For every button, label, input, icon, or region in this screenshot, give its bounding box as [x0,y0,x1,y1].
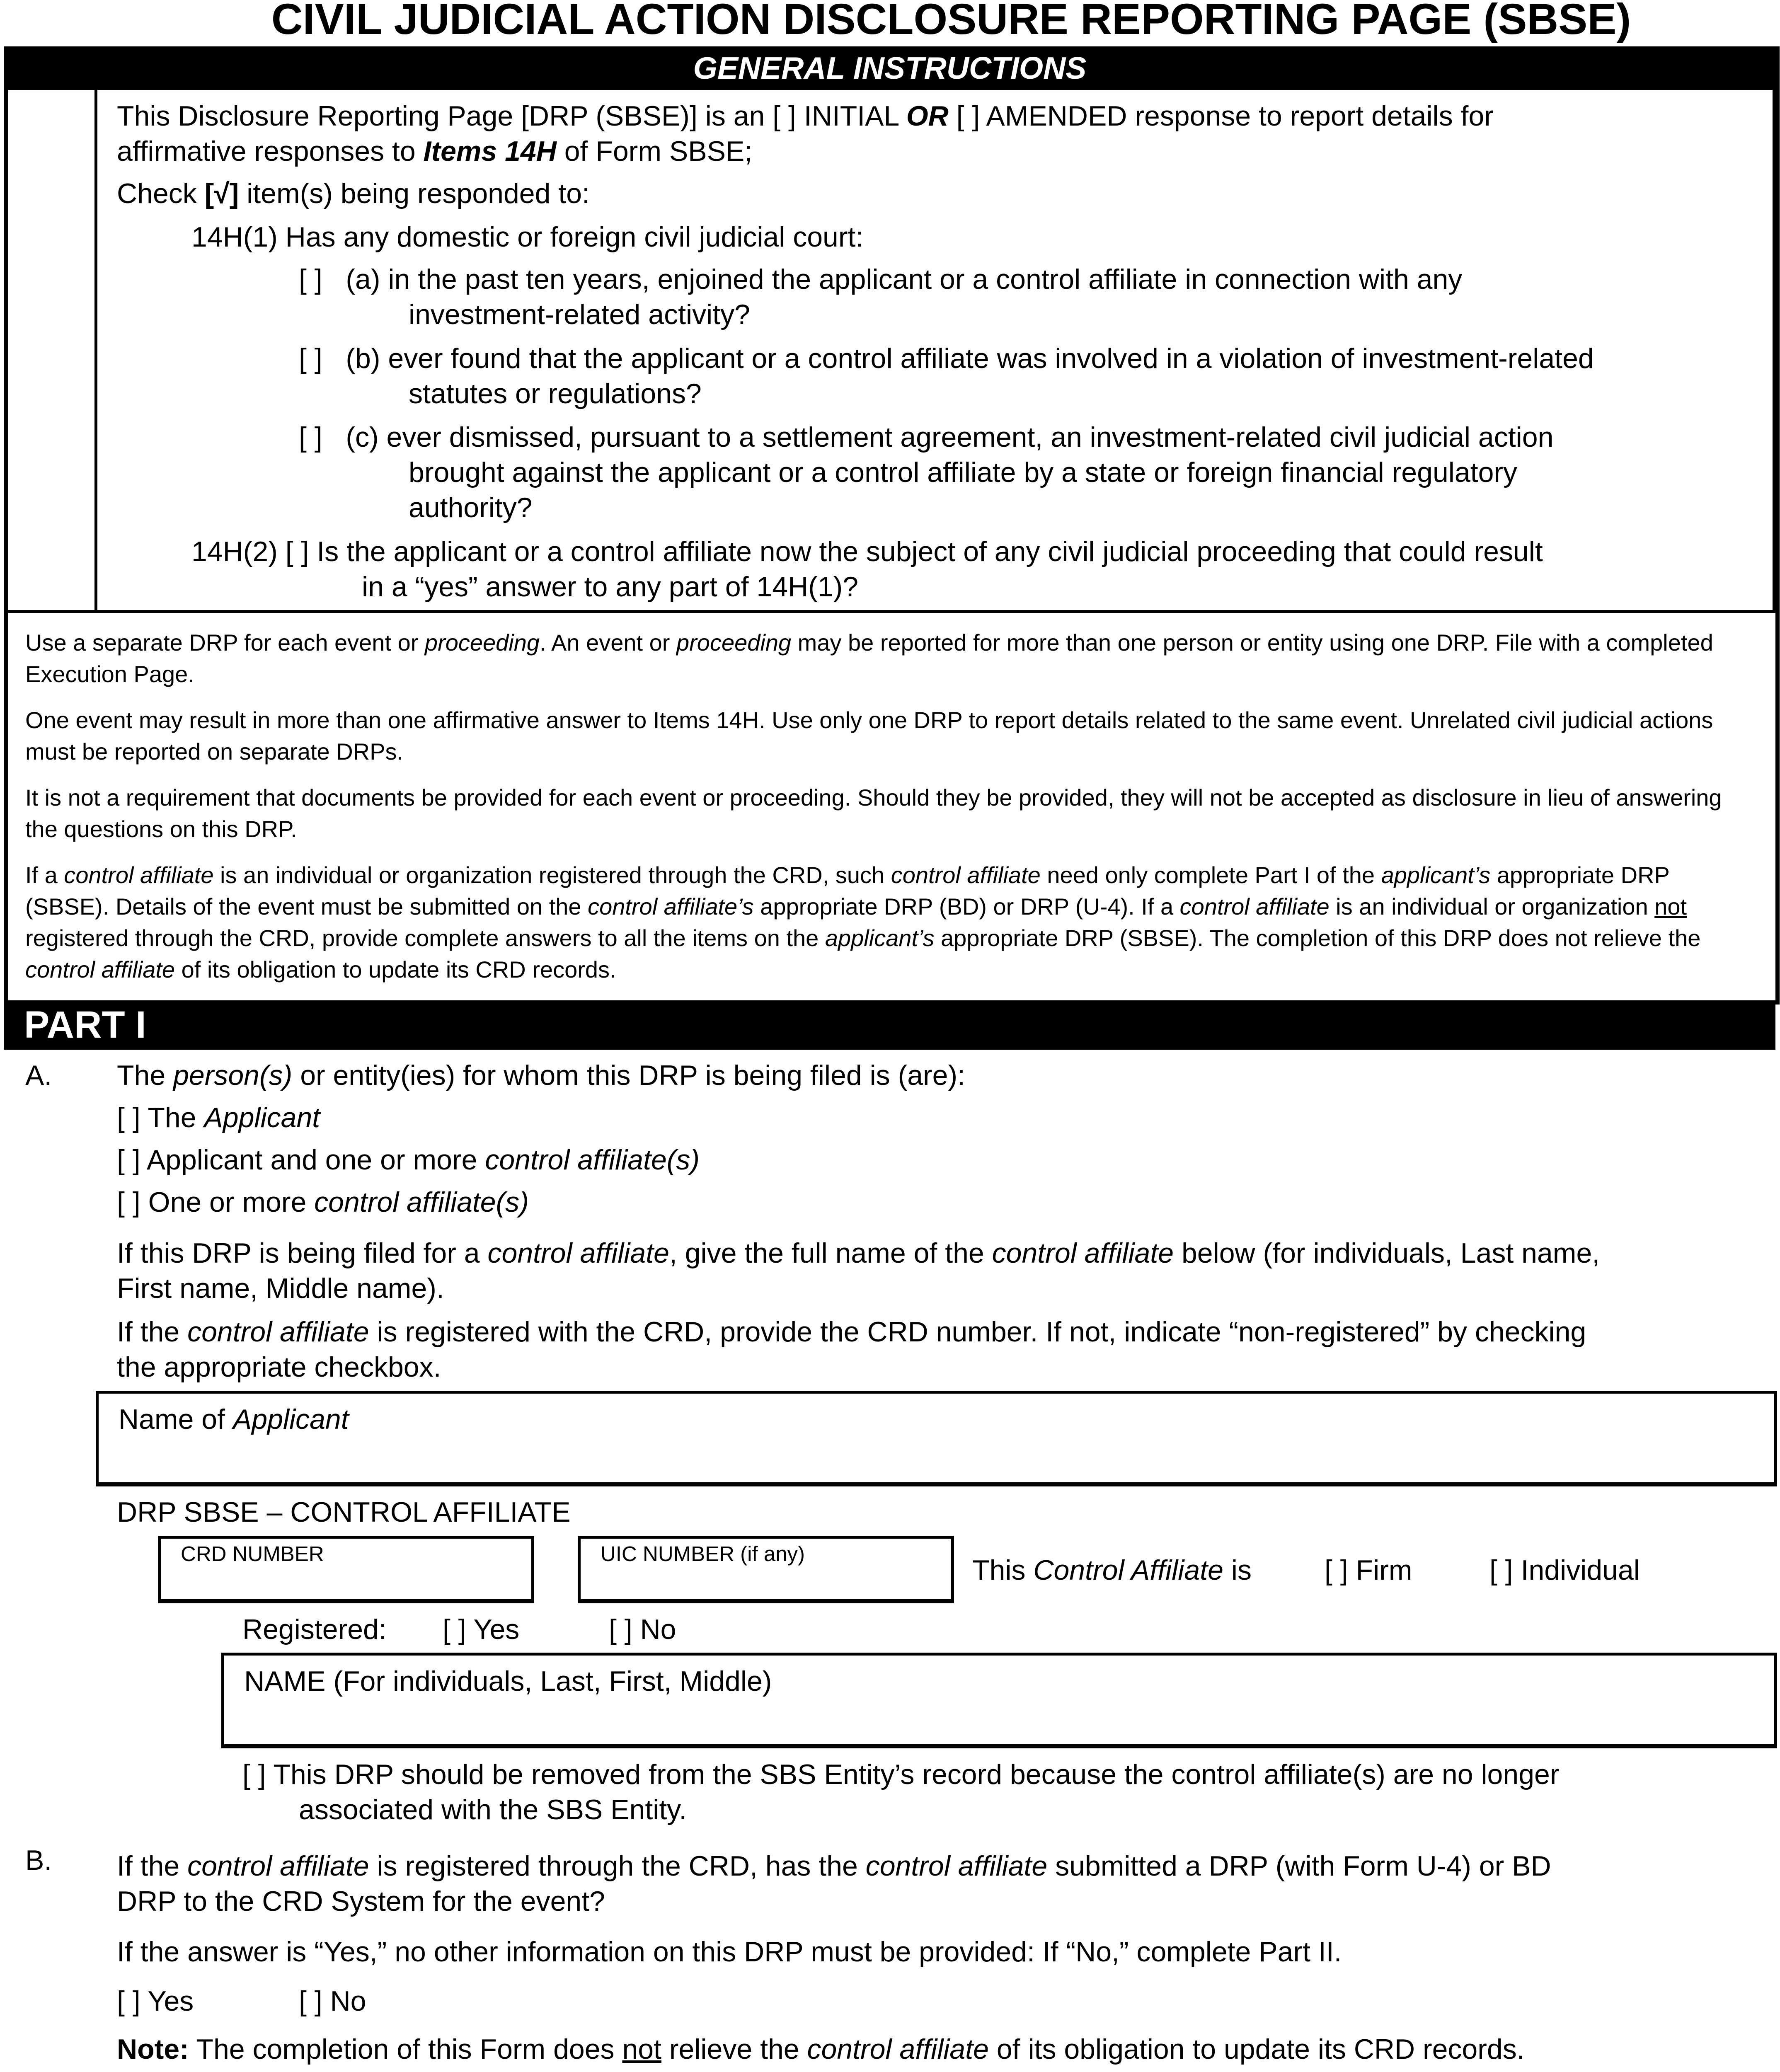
section-a-question: The person(s) or entity(ies) for whom this DRP is being filed is (are): [117,1060,966,1091]
checkbox-14h1a[interactable]: [ ] [299,264,322,295]
option-individual[interactable]: [ ] Individual [1489,1554,1640,1586]
uic-number-field[interactable]: UIC NUMBER (if any) [578,1536,954,1603]
registered-yes[interactable]: [ ] Yes [443,1614,520,1645]
page-title: CIVIL JUDICIAL ACTION DISCLOSURE REPORTING PAGE (SBSE) [271,0,1631,44]
control-affiliate-heading: DRP SBSE – CONTROL AFFILIATE [117,1496,571,1528]
section-a-label: A. [25,1060,52,1091]
item-14h1b[interactable]: [ ] (b) ever found that the applicant or a control affiliate was involved in a violation of investment-related statutes or regulations? [299,343,1594,409]
option-affiliates-only[interactable]: [ ] One or more control affiliate(s) [117,1186,529,1218]
section-a-instruction: If this DRP is being filed for a control affiliate, give the full name of the control affiliate below (for individuals, Last name, First name, Middle name). [117,1237,1600,1304]
instruction-paragraph: If a control affiliate is an individual or organization registered through the CRD, such control affiliate need only complete Part I of the applicant’s appropriate DRP (SBSE). Details of the event must be submitted on the control affiliate’s appropriate DRP (BD) or DRP (U-4). If a control affiliate is an individual or organization not registered through the CRD, provide complete answers to all the items on the applicant’s appropriate DRP (SBSE). The completion of this DRP does not relieve the control affiliate of its obligation to update its CRD records. [25,862,1701,983]
option-applicant-and-affiliates[interactable]: [ ] Applicant and one or more control affiliate(s) [117,1144,700,1176]
checkbox-14h1b[interactable]: [ ] [299,343,322,374]
registered-no[interactable]: [ ] No [609,1614,676,1645]
registered-label: Registered: [242,1614,387,1645]
divider [94,90,97,611]
section-b-instruction: If the answer is “Yes,” no other information on this DRP must be provided: If “No,” complete Part II. [117,1936,1342,1968]
item-14h1c[interactable]: [ ] (c) ever dismissed, pursuant to a settlement agreement, an investment-related civil judicial action brought against the applicant or a control affiliate by a state or foreign financial regulatory authority? [299,421,1554,523]
section-b-label: B. [25,1844,52,1876]
note: Note: The completion of this Form does not relieve the control affiliate of its obligation to update its CRD records. [117,2033,1525,2065]
option-applicant[interactable]: [ ] The Applicant [117,1102,320,1133]
applicant-name-field[interactable] [96,1391,1777,1486]
divider [1773,90,1775,611]
remove-drp-option[interactable]: [ ] This DRP should be removed from the SBS Entity’s record because the control affiliate(s) are no longer associated with the SBS Entity. [242,1759,1560,1825]
crd-number-field[interactable]: CRD NUMBER [158,1536,534,1603]
section-a-instruction: If the control affiliate is registered with the CRD, provide the CRD number. If not, indicate “non-registered” by checking the appropriate checkbox. [117,1316,1586,1383]
divider [4,610,1775,613]
option-b-no[interactable]: [ ] No [299,1985,366,2017]
part-1-header: PART I [4,1000,1775,1050]
general-instructions-header: GENERAL INSTRUCTIONS [4,46,1775,90]
check-instruction: Check [√] item(s) being responded to: [117,178,590,209]
option-b-yes[interactable]: [ ] Yes [117,1985,194,2017]
instruction-paragraph: It is not a requirement that documents be provided for each event or proceeding. Should they be provided, they will not be accepted as disclosure in lieu of answering the questions on this DRP. [25,784,1722,842]
option-firm[interactable]: [ ] Firm [1325,1554,1412,1586]
applicant-name-label: Name of Applicant [119,1404,349,1435]
item-14h2[interactable]: 14H(2) [ ] Is the applicant or a control affiliate now the subject of any civil judicial proceeding that could result in a “yes” answer to any part of 14H(1)? [191,536,1543,603]
section-b-question: If the control affiliate is registered through the CRD, has the control affiliate submitted a DRP (with Form U-4) or BD DRP to the CRD System for the event? [117,1850,1551,1917]
control-affiliate-type: This Control Affiliate is [972,1554,1252,1586]
instruction-paragraph: Use a separate DRP for each event or proceeding. An event or proceeding may be reported for more than one person or entity using one DRP. File with a completed Execution Page. [25,629,1713,687]
instruction-paragraph: One event may result in more than one affirmative answer to Items 14H. Use only one DRP to report details related to the same event. Unrelated civil judicial actions must be reported on separate DRPs. [25,707,1713,765]
checkbox-14h1c[interactable]: [ ] [299,421,322,453]
intro-text: This Disclosure Reporting Page [DRP (SBSE)] is an [ ] INITIAL OR [ ] AMENDED response to report details for affirmative responses to Items 14H of Form SBSE; [117,100,1494,167]
item-14h1: 14H(1) Has any domestic or foreign civil judicial court: [191,221,864,253]
item-14h1a[interactable]: [ ] (a) in the past ten years, enjoined the applicant or a control affiliate in connection with any investment-related activity? [299,264,1463,330]
affiliate-name-field[interactable]: NAME (For individuals, Last, First, Middle) [221,1653,1777,1748]
